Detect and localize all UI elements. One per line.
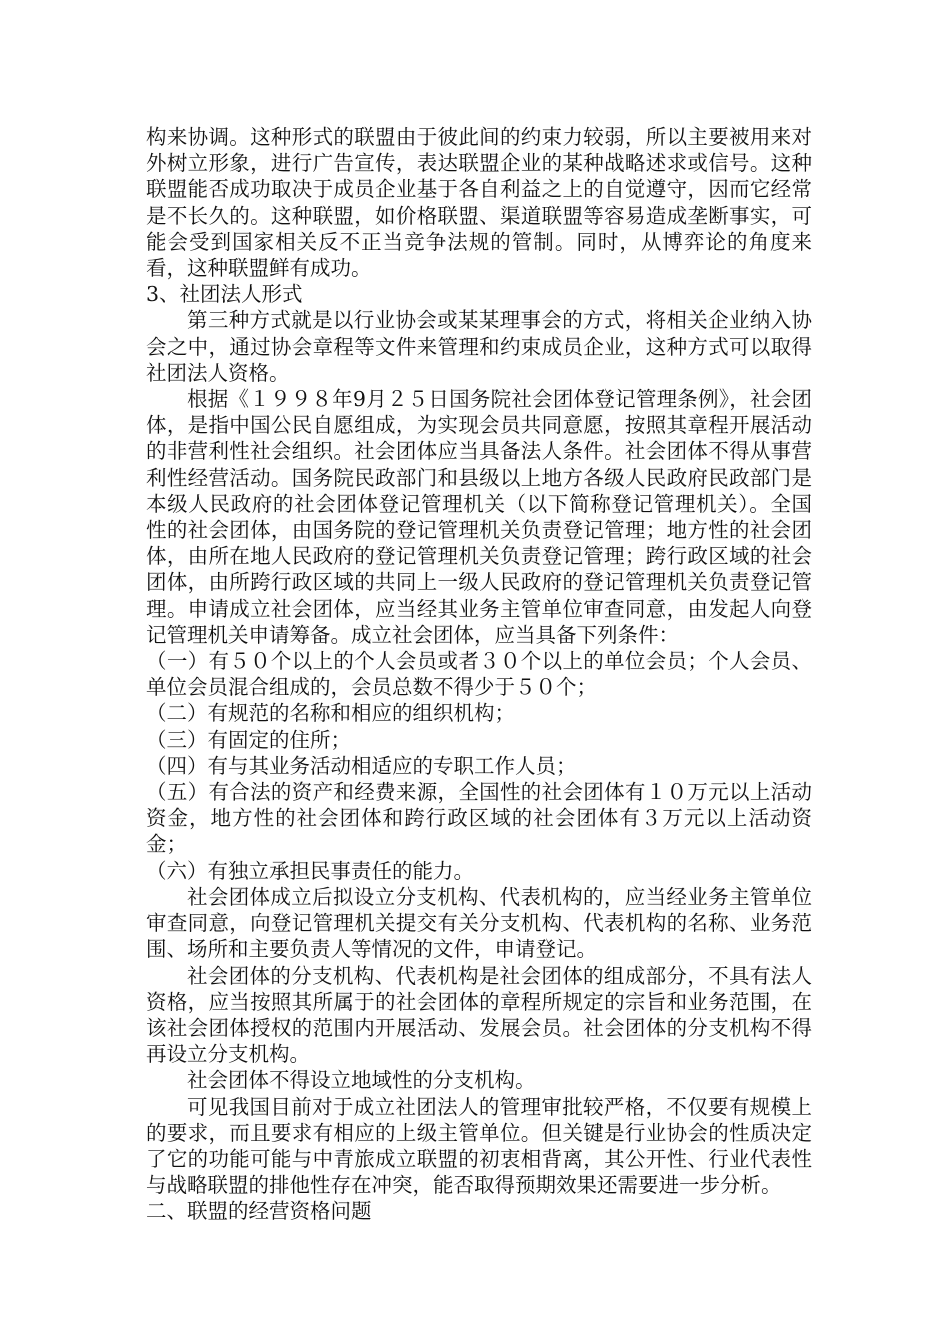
paragraph-branch-status: 社会团体的分支机构、代表机构是社会团体的组成部分，不具有法人资格，应当按照其所属于的社会团体的章程所规定的宗旨和业务范围，在该社会团体授权的范围内开展活动、发展会员。社会团体的分支机构不得再设立分支机构。	[146, 963, 812, 1067]
section-heading-association-form: 3、社团法人形式	[146, 282, 303, 307]
condition-item-1: （一）有５０个以上的个人会员或者３０个以上的单位会员；个人会员、单位会员混合组成的，会员总数不得少于５０个；	[146, 649, 812, 700]
paragraph-branch-registration: 社会团体成立后拟设立分支机构、代表机构的，应当经业务主管单位审查同意，向登记管理机关提交有关分支机构、代表机构的名称、业务范围、场所和主要负责人等情况的文件，申请登记。	[146, 884, 812, 962]
paragraph-third-method: 第三种方式就是以行业协会或某某理事会的方式，将相关企业纳入协会之中，通过协会章程等文件来管理和约束成员企业，这种方式可以取得社团法人资格。	[146, 308, 812, 385]
document-page	[146, 124, 812, 1225]
condition-item-3: （三）有固定的住所；	[146, 727, 351, 752]
paragraph-regulation: 根据《１９９８年9月２５日国务院社会团体登记管理条例》，社会团体，是指中国公民自愿组成，为实现会员共同意愿，按照其章程开展活动的非营利性社会组织。社会团体应当具备法人条件。社会团体不得从事营利性经营活动。国务院民政部门和县级以上地方各级人民政府民政部门是本级人民政府的社会团体登记管理机关（以下简称登记管理机关）。全国性的社会团体，由国务院的登记管理机关负责登记管理；地方性的社会团体，由所在地人民政府的登记管理机关负责登记管理；跨行政区域的社会团体，由所跨行政区域的共同上一级人民政府的登记管理机关负责登记管理。申请成立社会团体，应当经其业务主管单位审查同意，由发起人向登记管理机关申请筹备。成立社会团体，应当具备下列条件：	[146, 387, 812, 647]
condition-item-4: （四）有与其业务活动相适应的专职工作人员；	[146, 753, 577, 778]
condition-item-2: （二）有规范的名称和相应的组织机构；	[146, 701, 515, 726]
paragraph-conclusion: 可见我国目前对于成立社团法人的管理审批较严格，不仅要有规模上的要求，而且要求有相应的上级主管单位。但关键是行业协会的性质决定了它的功能可能与中青旅成立联盟的初衷相背离，其公开性、行业代表性与战略联盟的排他性存在冲突，能否取得预期效果还需要进一步分析。	[146, 1094, 812, 1198]
paragraph-no-regional-branch: 社会团体不得设立地域性的分支机构。	[187, 1068, 536, 1093]
condition-item-5: （五）有合法的资产和经费来源，全国性的社会团体有１０万元以上活动资金，地方性的社会团体和跨行政区域的社会团体有３万元以上活动资金；	[146, 780, 812, 857]
section-heading-operating-qualification: 二、联盟的经营资格问题	[146, 1199, 372, 1224]
paragraph-alliance-weakness: 构来协调。这种形式的联盟由于彼此间的约束力较弱，所以主要被用来对外树立形象，进行广告宣传，表达联盟企业的某种战略述求或信号。这种联盟能否成功取决于成员企业基于各自利益之上的自觉遵守，因而它经常是不长久的。这种联盟，如价格联盟、渠道联盟等容易造成垄断事实，可能会受到国家相关反不正当竞争法规的管制。同时，从博弈论的角度来看，这种联盟鲜有成功。	[146, 125, 812, 281]
condition-item-6: （六）有独立承担民事责任的能力。	[146, 858, 474, 883]
